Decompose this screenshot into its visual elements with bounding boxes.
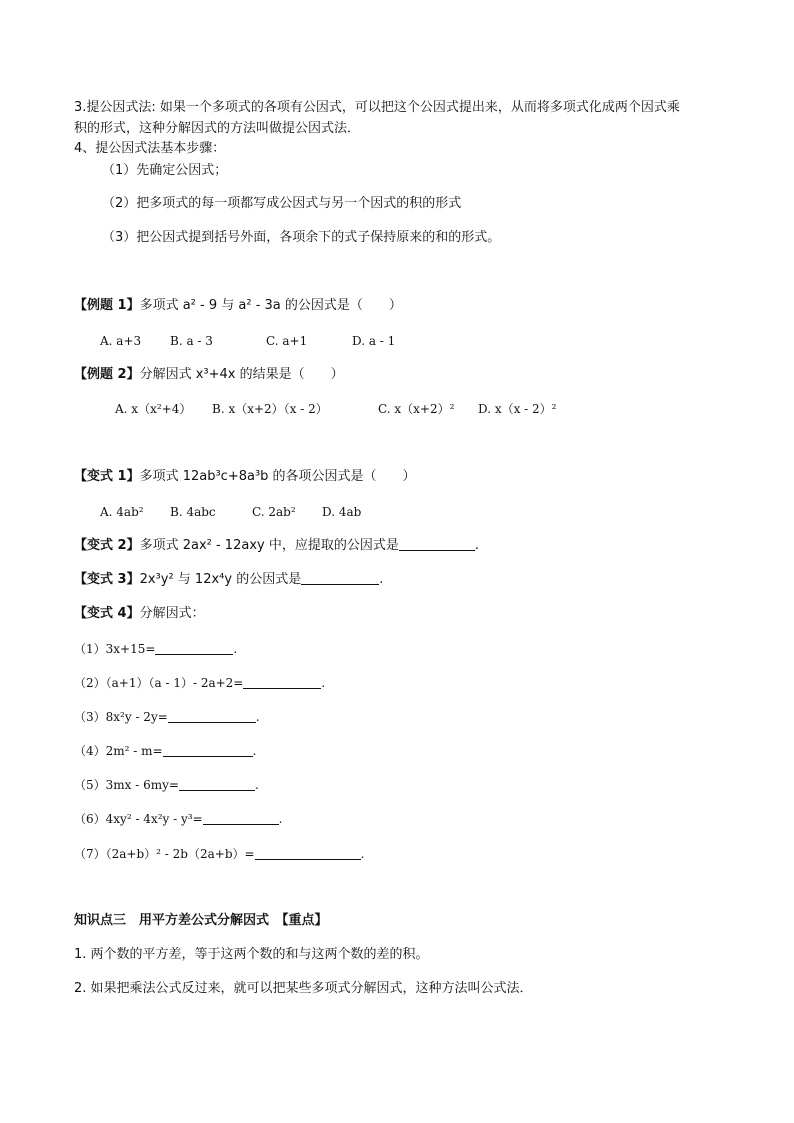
answer-blank[interactable]	[179, 777, 255, 791]
variant-4-question	[74, 605, 205, 623]
example-2-option-d: D. x（x - 2）²	[478, 402, 557, 416]
answer-blank[interactable]	[203, 811, 279, 825]
variant-1-question	[74, 468, 416, 486]
method-definition-line-2: 积的形式，这种分解因式的方法叫做提公因式法．	[74, 121, 361, 136]
steps-heading: 4、提公因式法基本步骤：	[74, 141, 226, 156]
answer-blank[interactable]	[399, 537, 475, 551]
variant-4-item-6: （6）4xy² - 4x²y - y³= .	[74, 812, 283, 826]
variant-2-label: 【变式 2】	[74, 538, 140, 553]
answer-blank[interactable]	[243, 675, 321, 689]
example-1-label: 【例题 1】	[74, 298, 140, 313]
variant-4-text: 分解因式：	[139, 606, 205, 621]
variant-1-option-c: C. 2ab²	[252, 505, 296, 519]
variant-4-item-5: （5）3mx - 6my= .	[74, 778, 259, 792]
knowledge-point-3-point-2: 2. 如果把乘法公式反过来，就可以把某些多项式分解因式，这种方法叫公式法．	[74, 981, 533, 996]
answer-blank[interactable]	[168, 709, 256, 723]
example-2-option-c: C. x（x+2）²	[378, 402, 455, 416]
example-1-option-c: C. a+1	[266, 334, 308, 348]
step-2: （2）把多项式的每一项都写成公因式与另一个因式的积的形式	[102, 196, 462, 211]
knowledge-point-3-point-1: 1. 两个数的平方差，等于这两个数的和与这两个数的差的积。	[74, 947, 429, 962]
example-1-option-a: A. a+3	[100, 334, 142, 348]
variant-1-option-d: D. 4ab	[322, 505, 362, 519]
variant-3-label: 【变式 3】	[74, 572, 140, 587]
example-1-question	[74, 297, 402, 315]
variant-3-question: 【变式 3】2x³y² 与 12x⁴y 的公因式是 .	[74, 572, 384, 587]
example-1-text: 多项式 a² - 9 与 a² - 3a 的公因式是（ ）	[139, 298, 402, 313]
example-2-label: 【例题 2】	[74, 367, 140, 382]
variant-4-item-7: （7）（2a+b）² - 2b（2a+b）= .	[74, 847, 365, 861]
example-2-option-a: A. x（x²+4）	[115, 402, 192, 416]
step-3: （3）把公因式提到括号外面，各项余下的式子保持原来的和的形式。	[102, 230, 501, 245]
answer-blank[interactable]	[155, 641, 233, 655]
variant-2-question: 【变式 2】多项式 2ax² - 12axy 中，应提取的公因式是 .	[74, 538, 479, 553]
step-1: （1）先确定公因式；	[102, 163, 228, 178]
variant-4-item-1: （1）3x+15= .	[74, 642, 238, 656]
example-2-text: 分解因式 x³+4x 的结果是（ ）	[139, 367, 344, 382]
answer-blank[interactable]	[163, 743, 253, 757]
variant-1-text: 多项式 12ab³c+8a³b 的各项公因式是（ ）	[139, 469, 416, 484]
variant-1-label: 【变式 1】	[74, 469, 140, 484]
variant-4-item-3: （3）8x²y - 2y= .	[74, 710, 260, 724]
knowledge-point-3-title: 知识点三 用平方差公式分解因式 【重点】	[74, 913, 328, 928]
variant-4-item-4: （4）2m² - m= .	[74, 744, 257, 758]
answer-blank[interactable]	[255, 846, 361, 860]
variant-1-option-b: B. 4abc	[170, 505, 216, 519]
variant-3-text: 2x³y² 与 12x⁴y 的公因式是	[139, 572, 302, 587]
variant-2-text: 多项式 2ax² - 12axy 中，应提取的公因式是	[139, 538, 399, 553]
method-definition-line-1: 3.提公因式法: 如果一个多项式的各项有公因式，可以把这个公因式提出来，从而将多项式化成两个因式乘	[74, 100, 680, 115]
example-1-option-d: D. a - 1	[352, 334, 396, 348]
answer-blank[interactable]	[301, 571, 379, 585]
variant-4-item-2: （2）（a+1）（a - 1）- 2a+2= .	[74, 676, 326, 690]
example-1-option-b: B. a - 3	[170, 334, 213, 348]
variant-1-option-a: A. 4ab²	[100, 505, 144, 519]
example-2-question	[74, 366, 344, 384]
variant-4-label: 【变式 4】	[74, 606, 140, 621]
example-2-option-b: B. x（x+2）（x - 2）	[212, 402, 328, 416]
